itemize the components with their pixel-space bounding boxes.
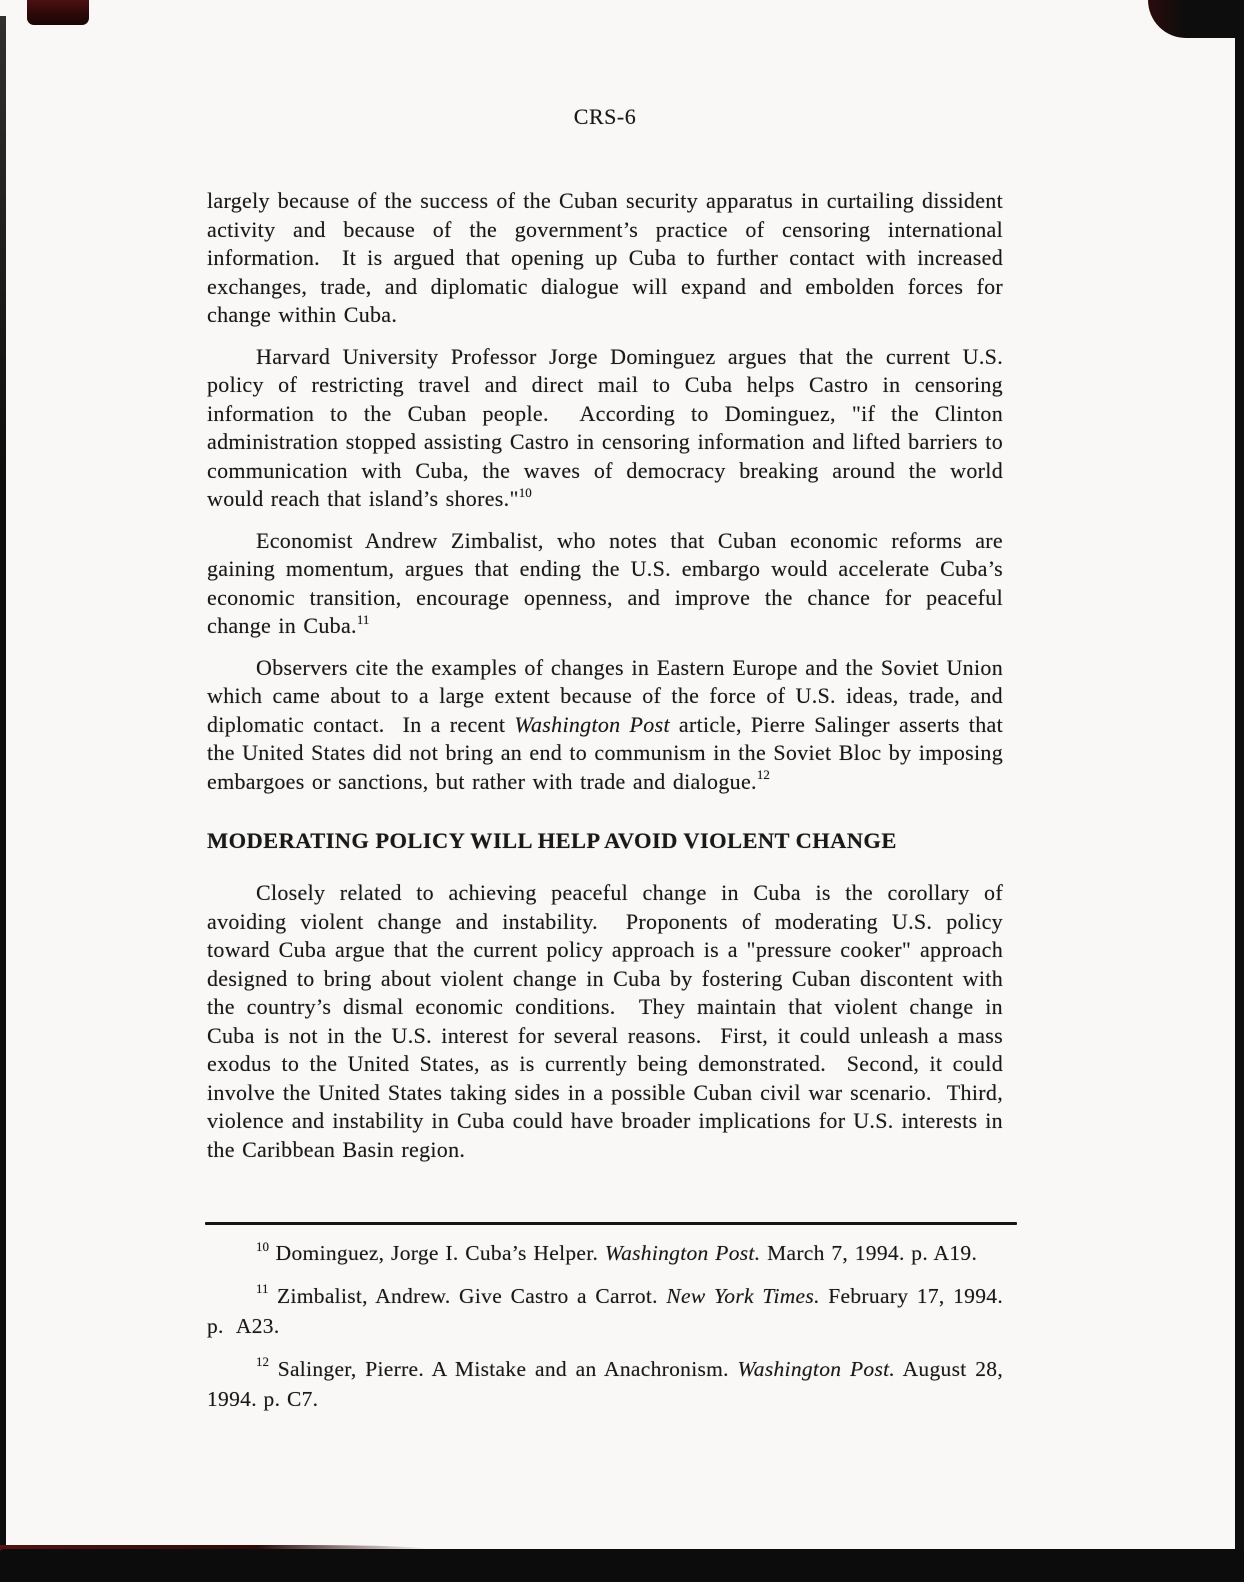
italic-text-segment: Washington Post <box>514 711 670 737</box>
scan-artifact-left-edge <box>0 16 6 1582</box>
footnote <box>207 1238 1003 1269</box>
footnote <box>207 1354 1003 1415</box>
footnote-ref: 10 <box>518 484 532 500</box>
text-segment: Dominguez, Jorge I. Cuba’s Helper. <box>269 1241 605 1265</box>
paragraph <box>207 879 1003 1164</box>
footnote-ref: 11 <box>356 611 370 627</box>
footnotes-section <box>207 1238 1003 1415</box>
text-segment: Observers cite the examples of changes in Eastern Europe and the Soviet Union which came about to a large extent because of the force of U.S. ideas, trade, and diplomatic contact. In a recent <box>207 654 1003 737</box>
text-segment: article, Pierre Salinger asserts that the United States did not bring an end to communism in the Soviet Bloc by imposing embargoes or sanctions, but rather with trade and dialogue. <box>207 711 1003 794</box>
paragraph <box>207 343 1003 514</box>
text-segment: largely because of the success of the Cuban security apparatus in curtailing dissident activity and because of the government’s practice of censoring international information. It is argued that opening up Cuba to further contact with increased exchanges, trade, and diplomatic dialogue will expand and embolden forces for change within Cuba. <box>207 188 1003 327</box>
section-heading: MODERATING POLICY WILL HELP AVOID VIOLENT CHANGE <box>207 828 897 853</box>
footnote-ref: 12 <box>756 767 770 783</box>
paragraph <box>207 654 1003 797</box>
footnote <box>207 1281 1003 1342</box>
italic-text-segment: Washington Post. <box>604 1241 761 1265</box>
footnote-number: 12 <box>256 1354 269 1370</box>
document-body <box>207 187 1003 1164</box>
scan-artifact-right-edge <box>1235 30 1244 1582</box>
footnote-number: 10 <box>256 1238 269 1254</box>
scan-artifact-bottom-maroon <box>0 1545 430 1554</box>
text-segment: Harvard University Professor Jorge Dominguez argues that the current U.S. policy of restricting travel and direct mail to Cuba helps Castro in censoring information to the Cuban people. According to Dominguez, "if the Clinton administration stopped assisting Castro in censoring information and lifted barriers to communication with Cuba, the waves of democracy breaking around the world would reach that island’s shores." <box>207 343 1003 511</box>
text-segment: Economist Andrew Zimbalist, who notes that Cuban economic reforms are gaining momentum, argues that ending the U.S. embargo would accelerate Cuba’s economic transition, encourage openness, and improve the chance for peaceful change in Cuba. <box>207 527 1003 638</box>
page-number-header: CRS-6 <box>573 104 637 129</box>
scan-artifact-bottom-bar <box>0 1549 1244 1582</box>
text-segment: Zimbalist, Andrew. Give Castro a Carrot. <box>268 1283 667 1308</box>
scan-artifact-top-right <box>1148 0 1244 38</box>
paragraph <box>207 527 1003 641</box>
scan-artifact-top-left <box>27 0 89 25</box>
paragraph <box>207 187 1003 330</box>
footnote-number: 11 <box>256 1281 269 1297</box>
text-segment: Closely related to achieving peaceful change in Cuba is the corollary of avoiding violent change and instability. Proponents of moderating U.S. policy toward Cuba argue that the current policy approach is a "pressure cooker" approach designed to bring about violent change in Cuba by fostering Cuban discontent with the country’s dismal economic conditions. They maintain that violent change in Cuba is not in the U.S. interest for several reasons. First, it could unleash a mass exodus to the United States, as is currently being demonstrated. Second, it could involve the United States taking sides in a possible Cuban civil war scenario. Third, violence and instability in Cuba could have broader implications for U.S. interests in the Caribbean Basin region. <box>207 880 1003 1162</box>
italic-text-segment: New York Times. <box>666 1283 820 1308</box>
text-segment: August 28, 1994. p. C7. <box>207 1356 1003 1411</box>
footnote-separator-rule <box>205 1222 1017 1225</box>
italic-text-segment: Washington Post. <box>737 1356 896 1381</box>
text-segment: March 7, 1994. p. A19. <box>760 1241 978 1265</box>
text-segment: February 17, 1994. p. A23. <box>207 1283 1004 1338</box>
text-segment: Salinger, Pierre. A Mistake and an Anachronism. <box>269 1356 738 1381</box>
